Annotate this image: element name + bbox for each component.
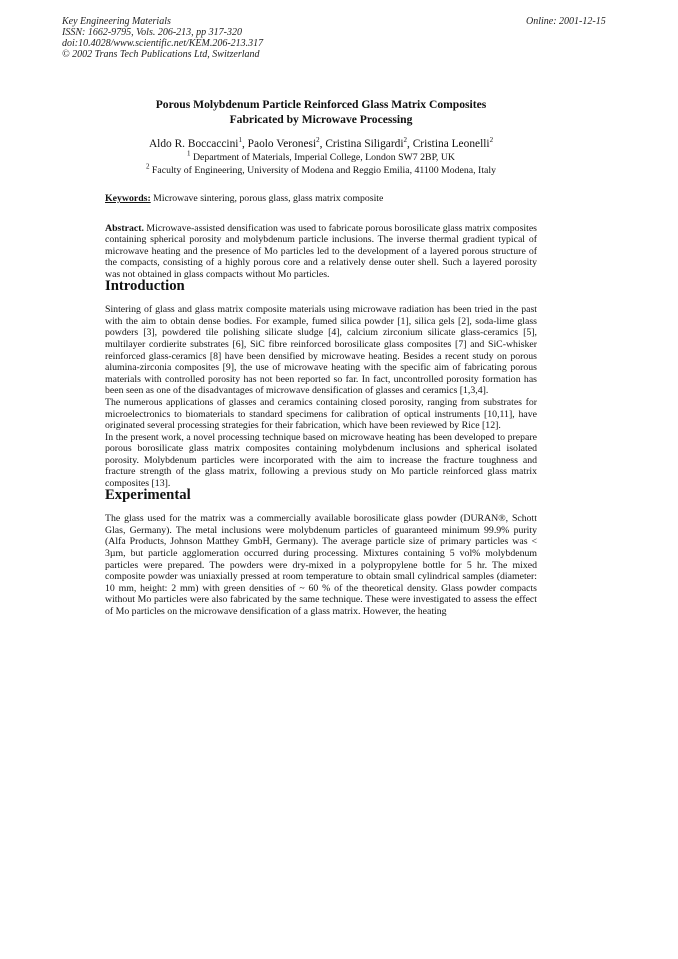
section-heading-experimental: Experimental [105,486,191,503]
intro-paragraph: The numerous applications of glasses and ceramics containing closed porosity, ranging from substrates for microelectronics to biomaterials to standard specimens for calibration of optical instruments [10,11], have originated several processing strategies for their fabrication, which have been reviewed by Rice [12]. [105,396,537,432]
author: Cristina Siligardi$^2$, [325,136,413,150]
keywords-label: Keywords: [105,193,151,204]
section-heading-introduction: Introduction [105,277,185,294]
paper-body [105,97,537,618]
journal-header [62,16,263,60]
intro-paragraph: Sintering of glass and glass matrix composite materials using microwave radiation has been tried in the past with the aim to obtain dense bodies. For example, fumed silica powder [1], silica gels [2], soda-lime glass powders [3], powdered tile polishing silicate sludge [4], calcium zirconium silicate glass-ceramics [5], multilayer cordierite substrates [6], SiC fibre reinforced borosilicate glass composites [7] and SiC-whisker reinforced glass-ceramics [8] have been densified by microwave heating. Besides a recent study on porous alumina-zirconia composites [9], the use of microwave heating with the specific aim of fabricating porous materials with controlled porosity has not been reported so far. In fact, uncontrolled porosity formation has been seen as one of the disadvantages of microwave densification of glasses and ceramics [1,3,4]. [105,304,537,397]
author: Aldo R. Boccaccini$^1$, [148,136,248,150]
journal-name: Key Engineering Materials [62,16,171,27]
copyright-line: © 2002 Trans Tech Publications Ltd, Switzerland [62,49,260,60]
author-list [105,137,537,151]
experimental-paragraph: The glass used for the matrix was a commercially available borosilicate glass powder (DURAN®, Schott Glas, Germany). The metal inclusions were molybdenum particles of guaranteed minimum 99.9% purity (Alfa Products, Johnson Matthey GmbH, Germany). The average particle size of primary particles was < 3µm, but particle agglomeration occurred during processing. Mixtures containing 5 vol% molybdenum particles were prepared. The powders were dry-mixed in a polypropylene bottle for 5 hr. The mixed composite powder was uniaxially pressed at room temperature to obtain small cylindrical samples (diameter: 10 mm, height: 2 mm) with green densities of ~ 60 % of the theoretical density. Glass powder compacts without Mo particles were also fabricated by the same technique. These were investigated to assess the effect of Mo particles on the microwave densification of a glass matrix. However, the heating [105,513,537,617]
online-date: Online: 2001-12-15 [526,16,606,27]
affiliation-2: $^2$ Faculty of Engineering, University of Modena and Reggio Emilia, 41100 Modena, Italy [145,162,497,176]
affiliation-1: $^1$ Department of Materials, Imperial College, London SW7 2BP, UK [187,149,455,163]
keywords-text: Microwave sintering, porous glass, glass matrix composite [150,193,384,204]
abstract-label: Abstract. [105,222,144,234]
issn-line: ISSN: 1662-9795, Vols. 206-213, pp 317-320 [62,27,242,38]
author: Paolo Veronesi$^2$, [247,136,326,150]
abstract [105,223,537,281]
paper-title [105,97,537,127]
title-line-2: Fabricated by Microwave Processing [229,113,413,126]
keywords [105,193,537,205]
author: Cristina Leonelli$^2$ [412,136,494,150]
doi-line: doi:10.4028/www.scientific.net/KEM.206-213.317 [62,38,264,49]
title-line-1: Porous Molybdenum Particle Reinforced Glass Matrix Composites [155,98,487,111]
intro-paragraph: In the present work, a novel processing technique based on microwave heating has been developed to prepare porous borosilicate glass matrix composites containing molybdenum inclusions and spherical isolated porosity. Molybdenum particles were incorporated with the aim to increase the fracture toughness and fracture strength of the glass matrix, following a previous study on Mo particle reinforced glass matrix composites [13]. [105,431,537,490]
abstract-text: Microwave-assisted densification was used to fabricate porous borosilicate glass matrix composites containing spherical porosity and molybdenum particle inclusions. The inverse thermal gradient typical of microwave heating and the presence of Mo particles led to the development of a layered porous structure of the compacts, consisting of a highly porous core and a relatively dense outer shell. Such a layered porosity was not obtained in glass compacts without Mo particles. [105,222,537,280]
